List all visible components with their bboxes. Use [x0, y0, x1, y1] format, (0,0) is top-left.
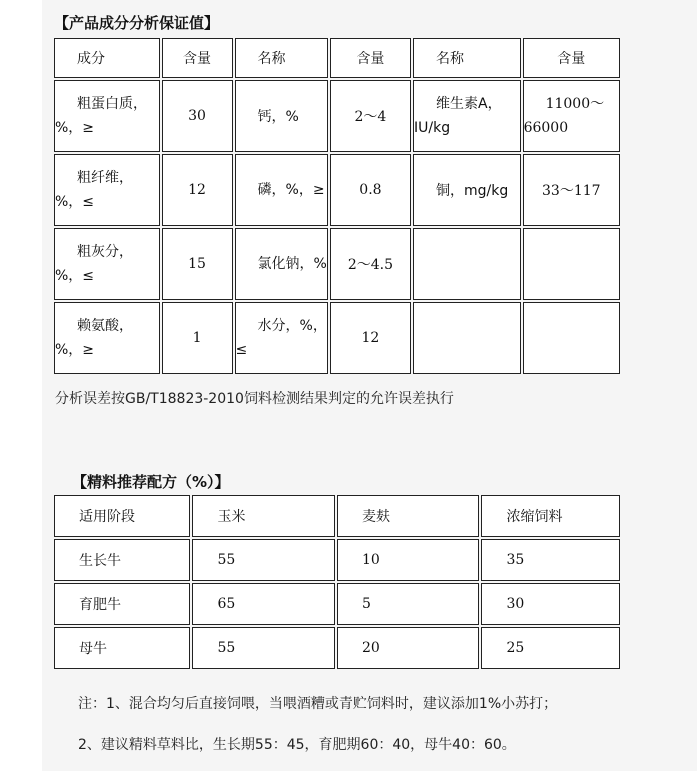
- cell-text: 粗灰分，%，≤: [55, 244, 133, 284]
- table-row: [54, 627, 620, 669]
- cell-text: 维生素A，IU/kg: [414, 96, 502, 136]
- analysis-note: 分析误差按GB/T18823-2010饲料检测结果判定的允许误差执行: [55, 391, 454, 407]
- table-cell: [413, 80, 521, 152]
- table-cell: [54, 154, 160, 226]
- table-cell: [413, 228, 521, 300]
- table-cell: [523, 80, 620, 152]
- table-cell: 35: [481, 539, 620, 581]
- header-cell: 含量: [330, 38, 411, 78]
- table-cell: 铜，mg/kg: [413, 154, 521, 226]
- cell-text: 粗纤维，%，≤: [55, 170, 133, 210]
- header-cell: 含量: [162, 38, 233, 78]
- table-cell: 33～117: [523, 154, 620, 226]
- table-cell: 12: [162, 154, 233, 226]
- table-cell: 母牛: [54, 627, 190, 669]
- footnote-1: 注：1、混合均匀后直接饲喂，当喂酒糟或青贮饲料时，建议添加1%小苏打；: [78, 696, 558, 712]
- table-cell: 生长牛: [54, 539, 190, 581]
- table-cell: 20: [337, 627, 480, 669]
- table-row: [54, 154, 620, 226]
- header-cell: 麦麸: [337, 495, 480, 537]
- table-cell: 12: [330, 302, 411, 374]
- cell-text: 11000～66000: [523, 96, 605, 136]
- table-cell: 15: [162, 228, 233, 300]
- header-cell: 含量: [523, 38, 620, 78]
- table-cell: 55: [192, 539, 335, 581]
- table-row: [54, 228, 620, 300]
- cell-text: 磷，%，≥: [257, 182, 325, 198]
- cell-text: 水分，%，≤: [235, 318, 327, 358]
- table-cell: [54, 228, 160, 300]
- cell-text: 粗蛋白质，%，≥: [55, 96, 147, 136]
- table-cell: 55: [192, 627, 335, 669]
- header-cell: 玉米: [192, 495, 335, 537]
- header-cell: 适用阶段: [54, 495, 190, 537]
- section-title-formula: 【精料推荐配方（%）】: [72, 473, 230, 491]
- table-cell: 2～4: [330, 80, 411, 152]
- cell-text: 氯化钠，%: [257, 256, 327, 272]
- table-cell: 30: [162, 80, 233, 152]
- table-cell: [413, 302, 521, 374]
- table-cell: [54, 80, 160, 152]
- header-cell: 浓缩饲料: [481, 495, 620, 537]
- table-cell: 0.8: [330, 154, 411, 226]
- table-cell: 10: [337, 539, 480, 581]
- table-cell: [235, 228, 328, 300]
- table-row: [54, 583, 620, 625]
- table-cell: 65: [192, 583, 335, 625]
- analysis-table: [52, 36, 622, 376]
- table-row: [54, 80, 620, 152]
- table-cell: 25: [481, 627, 620, 669]
- table-header-row: [54, 495, 620, 537]
- formula-table: [52, 493, 622, 671]
- table-header-row: [54, 38, 620, 78]
- header-cell: 成分: [54, 38, 160, 78]
- table-cell: 30: [481, 583, 620, 625]
- table-cell: [523, 302, 620, 374]
- table-cell: [523, 228, 620, 300]
- table-cell: 育肥牛: [54, 583, 190, 625]
- footnote-2: 2、建议精料草料比，生长期55：45，育肥期60：40，母牛40：60。: [78, 737, 516, 753]
- table-cell: 钙，%: [235, 80, 328, 152]
- table-cell: [235, 154, 328, 226]
- table-cell: [54, 302, 160, 374]
- table-cell: 2～4.5: [330, 228, 411, 300]
- header-cell: 名称: [235, 38, 328, 78]
- table-cell: 5: [337, 583, 480, 625]
- table-row: [54, 539, 620, 581]
- table-cell: 1: [162, 302, 233, 374]
- section-title-analysis: 【产品成分分析保证值】: [54, 14, 220, 32]
- table-row: [54, 302, 620, 374]
- header-cell: 名称: [413, 38, 521, 78]
- table-cell: [235, 302, 328, 374]
- cell-text: 赖氨酸，%，≥: [55, 318, 133, 358]
